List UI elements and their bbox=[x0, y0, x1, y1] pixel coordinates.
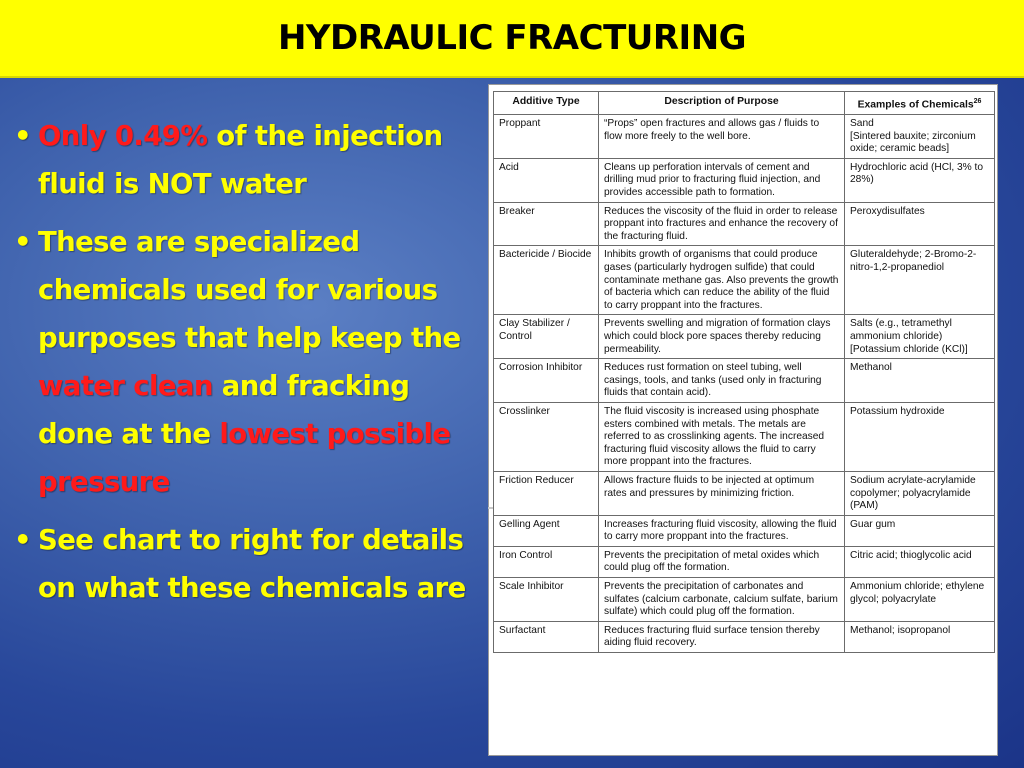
purpose-cell: Prevents the precipitation of metal oxides which could plug off the formation. bbox=[599, 546, 845, 577]
table-row bbox=[494, 315, 995, 359]
bullet-dot-icon: • bbox=[14, 524, 31, 556]
additives-table bbox=[493, 91, 995, 653]
examples-cell bbox=[845, 115, 995, 159]
header-additive-type: Additive Type bbox=[494, 92, 599, 115]
examples-cell bbox=[845, 546, 995, 577]
additive-type-cell: Breaker bbox=[494, 202, 599, 246]
bullet-item bbox=[14, 112, 484, 208]
purpose-cell: Reduces rust formation on steel tubing, well casings, tools, and tanks (used only in fracturing fluids that contain acid). bbox=[599, 359, 845, 403]
additive-type-cell: Scale Inhibitor bbox=[494, 578, 599, 622]
purpose-cell: Increases fracturing fluid viscosity, allowing the fluid to carry more proppant into the fractures. bbox=[599, 515, 845, 546]
bullet-text: and fracking done at the bbox=[38, 370, 410, 450]
additive-type-cell: Iron Control bbox=[494, 546, 599, 577]
purpose-cell: Cleans up perforation intervals of cement and drilling mud prior to fracturing fluid injection, and provides accessible path to formation. bbox=[599, 158, 845, 202]
bullet-highlight-text: Only 0.49% bbox=[38, 120, 208, 152]
additive-type-cell: Corrosion Inhibitor bbox=[494, 359, 599, 403]
title-bar bbox=[0, 0, 1024, 78]
example-chemical: Sand bbox=[850, 118, 874, 130]
examples-cell bbox=[845, 621, 995, 652]
bullet-list bbox=[14, 112, 484, 622]
example-chemical: Hydrochloric acid (HCl, 3% to 28%) bbox=[850, 161, 984, 186]
additive-type-cell: Crosslinker bbox=[494, 402, 599, 471]
examples-cell bbox=[845, 315, 995, 359]
examples-cell bbox=[845, 578, 995, 622]
purpose-cell: “Props” open fractures and allows gas / fluids to flow more freely to the well bore. bbox=[599, 115, 845, 159]
example-chemical: Potassium hydroxide bbox=[850, 405, 945, 417]
bullet-highlight-text: lowest possible pressure bbox=[38, 418, 451, 498]
header-description: Description of Purpose bbox=[599, 92, 845, 115]
slide-title: HYDRAULIC FRACTURING bbox=[277, 18, 747, 58]
header-examples-label: Examples of Chemicals bbox=[857, 99, 974, 111]
table-row bbox=[494, 202, 995, 246]
table-row bbox=[494, 515, 995, 546]
additive-type-cell: Bactericide / Biocide bbox=[494, 246, 599, 315]
table-row bbox=[494, 578, 995, 622]
additive-type-cell: Surfactant bbox=[494, 621, 599, 652]
table-row bbox=[494, 246, 995, 315]
bullet-highlight-text: water clean bbox=[38, 370, 213, 402]
bullet-item bbox=[14, 516, 484, 612]
table-row bbox=[494, 359, 995, 403]
example-chemical: Methanol; isopropanol bbox=[850, 624, 951, 636]
table-body bbox=[494, 115, 995, 653]
purpose-cell: Reduces fracturing fluid surface tension thereby aiding fluid recovery. bbox=[599, 621, 845, 652]
example-chemical: Guar gum bbox=[850, 518, 896, 530]
purpose-cell: The fluid viscosity is increased using phosphate esters combined with metals. The metals are referred to as crosslinking agents. The increased fracturing fluid viscosity allows the fluid to carry more proppant into the fractures. bbox=[599, 402, 845, 471]
purpose-cell: Allows fracture fluids to be injected at optimum rates and pressures by minimizing friction. bbox=[599, 471, 845, 515]
example-chemical: Citric acid; thioglycolic acid bbox=[850, 549, 972, 561]
table-row bbox=[494, 471, 995, 515]
table-row bbox=[494, 546, 995, 577]
table-row bbox=[494, 158, 995, 202]
example-chemical: Ammonium chloride; ethylene glycol; polyacrylate bbox=[850, 581, 985, 605]
purpose-cell: Prevents swelling and migration of formation clays which could block pore spaces thereby reducing permeability. bbox=[599, 315, 845, 359]
additive-type-cell: Acid bbox=[494, 158, 599, 202]
examples-cell bbox=[845, 402, 995, 471]
examples-cell bbox=[845, 515, 995, 546]
table-row bbox=[494, 621, 995, 652]
bullet-dot-icon: • bbox=[14, 120, 31, 152]
purpose-cell: Reduces the viscosity of the fluid in order to release proppant into fractures and enhance the recovery of the fracturing fluid. bbox=[599, 202, 845, 246]
examples-cell bbox=[845, 246, 995, 315]
header-examples-ref: 26 bbox=[973, 98, 982, 105]
examples-cell bbox=[845, 359, 995, 403]
purpose-cell: Inhibits growth of organisms that could produce gases (particularly hydrogen sulfide) that could contaminate methane gas. Also prevents the growth of bacteria which can reduce the ability of the fluid to carry proppant into the fractures. bbox=[599, 246, 845, 315]
header-examples bbox=[845, 92, 995, 115]
additives-table-image bbox=[488, 84, 998, 756]
additive-type-cell: Clay Stabilizer / Control bbox=[494, 315, 599, 359]
bullet-text: See chart to right for details on what these chemicals are bbox=[38, 524, 466, 604]
additive-type-cell: Proppant bbox=[494, 115, 599, 159]
example-chemical: Salts (e.g., tetramethyl ammonium chloride) [Potassium chloride (KCl)] bbox=[850, 318, 968, 355]
bullet-dot-icon: • bbox=[14, 226, 31, 258]
example-chemical: Sodium acrylate-acrylamide copolymer; polyacrylamide (PAM) bbox=[850, 474, 976, 512]
table-header-row bbox=[494, 92, 995, 115]
additive-type-cell: Gelling Agent bbox=[494, 515, 599, 546]
example-chemical: Methanol bbox=[850, 362, 892, 374]
example-chemical: Gluteraldehyde; 2-Bromo-2-nitro-1,2-propanediol bbox=[850, 249, 977, 273]
example-chemical: [Sintered bauxite; zirconium oxide; ceramic beads] bbox=[850, 130, 976, 155]
examples-cell bbox=[845, 158, 995, 202]
example-chemical: Peroxydisulfates bbox=[850, 205, 925, 217]
purpose-cell: Prevents the precipitation of carbonates and sulfates (calcium carbonate, calcium sulfate, barium sulfate) which could plug off the formation. bbox=[599, 578, 845, 622]
table-row bbox=[494, 402, 995, 471]
table-row bbox=[494, 115, 995, 159]
additive-type-cell: Friction Reducer bbox=[494, 471, 599, 515]
bullet-text: of the injection fluid is NOT water bbox=[38, 120, 443, 200]
examples-cell bbox=[845, 471, 995, 515]
bullet-text: These are specialized chemicals used for various purposes that help keep the bbox=[38, 226, 461, 354]
bullet-item bbox=[14, 218, 484, 506]
examples-cell bbox=[845, 202, 995, 246]
